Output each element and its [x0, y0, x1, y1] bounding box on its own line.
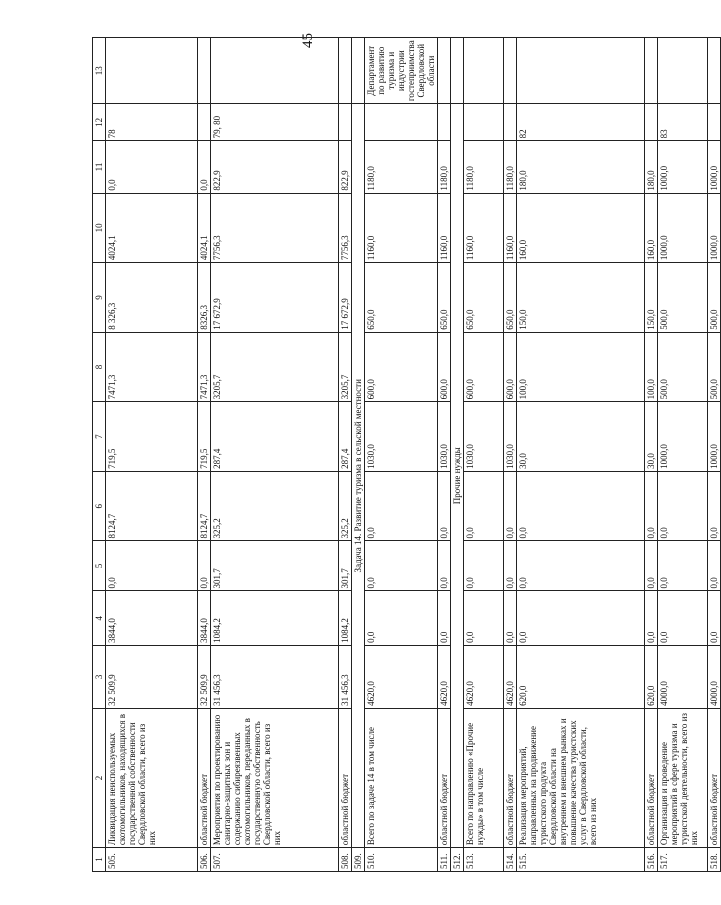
value-cell: 0,0 [198, 141, 211, 193]
value-cell: 7471,3 [106, 332, 198, 402]
value-cell: 600,0 [365, 332, 438, 402]
table-row [504, 38, 517, 872]
rotated-table-wrapper [92, 37, 719, 872]
value-cell: 7471,3 [198, 332, 211, 402]
value-cell [339, 104, 352, 141]
table-row [365, 38, 438, 872]
value-cell: 78 [106, 104, 198, 141]
column-header: 12 [93, 104, 106, 141]
value-cell: 1180,0 [504, 141, 517, 193]
value-cell: 30,0 [645, 402, 658, 472]
value-cell: 287,4 [211, 402, 339, 472]
value-cell: 31 456,3 [211, 645, 339, 708]
value-cell: 100,0 [517, 332, 645, 402]
value-cell: 0,0 [658, 591, 708, 645]
value-cell: 0,0 [658, 471, 708, 541]
value-cell: 650,0 [504, 263, 517, 333]
row-number: 513. [464, 848, 504, 872]
row-number: 517. [658, 848, 708, 872]
value-cell: 17 672,9 [211, 263, 339, 333]
row-label: областной бюджет [708, 708, 721, 847]
value-cell: 7756,3 [339, 193, 352, 263]
responsible-cell [339, 38, 352, 104]
value-cell: 4620,0 [365, 645, 438, 708]
row-number: 518. [708, 848, 721, 872]
value-cell: 8124,7 [106, 471, 198, 541]
value-cell: 0,0 [645, 471, 658, 541]
row-label: областной бюджет [438, 708, 451, 847]
column-header: 3 [93, 645, 106, 708]
responsible-cell [438, 38, 451, 104]
value-cell: 8124,7 [198, 471, 211, 541]
value-cell: 0,0 [106, 141, 198, 193]
table-row [438, 38, 451, 872]
value-cell: 600,0 [438, 332, 451, 402]
page-number-text: 45 [300, 33, 316, 48]
table-body [106, 38, 721, 872]
column-header: 1 [93, 848, 106, 872]
responsible-cell [464, 38, 504, 104]
empty-cell [352, 38, 365, 104]
value-cell: 1030,0 [464, 402, 504, 472]
value-cell: 7756,3 [211, 193, 339, 263]
row-label: Организация и проведение мероприятий в сфере туризма и туристской деятельности, всего из них [658, 708, 708, 847]
column-header: 5 [93, 541, 106, 591]
value-cell: 1000,0 [658, 402, 708, 472]
table-row [464, 38, 504, 872]
value-cell: 650,0 [438, 263, 451, 333]
value-cell: 83 [658, 104, 708, 141]
row-label: Всего по задаче 14 в том числе [365, 708, 438, 847]
value-cell: 32 509,9 [106, 645, 198, 708]
responsible-cell [517, 38, 645, 104]
table-row [198, 38, 211, 872]
value-cell [504, 104, 517, 141]
value-cell: 1000,0 [708, 402, 721, 472]
value-cell: 1180,0 [365, 141, 438, 193]
value-cell: 301,7 [339, 541, 352, 591]
row-label: областной бюджет [504, 708, 517, 847]
value-cell: 1160,0 [365, 193, 438, 263]
responsible-cell [645, 38, 658, 104]
table-row [106, 38, 198, 872]
column-header: 7 [93, 402, 106, 472]
value-cell: 30,0 [517, 402, 645, 472]
column-header: 4 [93, 591, 106, 645]
value-cell: 600,0 [464, 332, 504, 402]
value-cell: 0,0 [645, 591, 658, 645]
row-number: 514. [504, 848, 517, 872]
value-cell: 0,0 [198, 541, 211, 591]
row-number: 515. [517, 848, 645, 872]
empty-cell [451, 38, 464, 104]
responsible-cell [211, 38, 339, 104]
value-cell: 0,0 [517, 541, 645, 591]
value-cell: 4024,1 [198, 193, 211, 263]
value-cell: 0,0 [365, 541, 438, 591]
value-cell: 3844,0 [106, 591, 198, 645]
value-cell: 1160,0 [438, 193, 451, 263]
value-cell: 1180,0 [464, 141, 504, 193]
value-cell: 0,0 [365, 471, 438, 541]
value-cell: 500,0 [708, 263, 721, 333]
section-heading: Прочие нужды [451, 104, 464, 848]
value-cell: 0,0 [438, 591, 451, 645]
value-cell: 620,0 [517, 645, 645, 708]
row-number: 516. [645, 848, 658, 872]
value-cell [365, 104, 438, 141]
column-header: 9 [93, 263, 106, 333]
value-cell: 301,7 [211, 541, 339, 591]
responsible-cell [106, 38, 198, 104]
value-cell: 0,0 [517, 471, 645, 541]
value-cell: 0,0 [708, 591, 721, 645]
table-row [352, 38, 365, 872]
value-cell: 1030,0 [365, 402, 438, 472]
value-cell [464, 104, 504, 141]
value-cell: 4620,0 [464, 645, 504, 708]
section-heading: Задача 14. Развитие туризма в сельской местности [352, 104, 365, 848]
value-cell: 8 326,3 [106, 263, 198, 333]
value-cell: 1160,0 [504, 193, 517, 263]
value-cell: 0,0 [106, 541, 198, 591]
value-cell: 180,0 [645, 141, 658, 193]
value-cell: 1030,0 [438, 402, 451, 472]
row-number: 510. [365, 848, 438, 872]
value-cell: 0,0 [438, 541, 451, 591]
value-cell: 150,0 [517, 263, 645, 333]
row-label: Реализация мероприятий, направленных на продвижение туристского продукта Свердловской области на внутреннем и внешнем рынках и повышение качества туристских услуг в Свердловской области, всего из них [517, 708, 645, 847]
value-cell: 1030,0 [504, 402, 517, 472]
row-label: Всего по направлению «Прочие нужды» в том числе [464, 708, 504, 847]
column-header: 8 [93, 332, 106, 402]
value-cell: 600,0 [504, 332, 517, 402]
column-header: 10 [93, 193, 106, 263]
value-cell: 822,9 [211, 141, 339, 193]
value-cell: 160,0 [517, 193, 645, 263]
value-cell: 325,2 [339, 471, 352, 541]
column-header: 11 [93, 141, 106, 193]
value-cell: 3844,0 [198, 591, 211, 645]
value-cell: 0,0 [517, 591, 645, 645]
row-label: Ликвидация неиспользуемых скотомогильников, находящихся в государственной собственности Свердловской области, всего из них [106, 708, 198, 847]
value-cell: 32 509,9 [198, 645, 211, 708]
value-cell: 180,0 [517, 141, 645, 193]
row-label: областной бюджет [198, 708, 211, 847]
value-cell: 3205,7 [211, 332, 339, 402]
value-cell: 822,9 [339, 141, 352, 193]
table-row [451, 38, 464, 872]
value-cell: 31 456,3 [339, 645, 352, 708]
column-header: 6 [93, 471, 106, 541]
value-cell: 287,4 [339, 402, 352, 472]
table-row [211, 38, 339, 872]
value-cell: 650,0 [365, 263, 438, 333]
row-number: 511. [438, 848, 451, 872]
value-cell: 0,0 [504, 591, 517, 645]
responsible-cell [504, 38, 517, 104]
value-cell: 0,0 [645, 541, 658, 591]
row-number: 508. [339, 848, 352, 872]
value-cell: 0,0 [438, 471, 451, 541]
header-row [93, 38, 106, 872]
value-cell: 4000,0 [658, 645, 708, 708]
value-cell: 4000,0 [708, 645, 721, 708]
responsible-cell [198, 38, 211, 104]
value-cell: 160,0 [645, 193, 658, 263]
value-cell: 0,0 [708, 541, 721, 591]
value-cell: 0,0 [504, 471, 517, 541]
value-cell: 1180,0 [438, 141, 451, 193]
value-cell [645, 104, 658, 141]
value-cell: 1000,0 [708, 193, 721, 263]
value-cell: 719,5 [198, 402, 211, 472]
value-cell: 500,0 [708, 332, 721, 402]
value-cell: 0,0 [365, 591, 438, 645]
column-header: 2 [93, 708, 106, 847]
value-cell: 1160,0 [464, 193, 504, 263]
column-header: 13 [93, 38, 106, 104]
row-number: 509. [352, 848, 365, 872]
value-cell: 1084,2 [211, 591, 339, 645]
value-cell: 17 672,9 [339, 263, 352, 333]
value-cell: 0,0 [504, 541, 517, 591]
row-label: областной бюджет [339, 708, 352, 847]
table-row [645, 38, 658, 872]
row-number: 512. [451, 848, 464, 872]
value-cell: 500,0 [658, 332, 708, 402]
value-cell: 100,0 [645, 332, 658, 402]
budget-table [92, 37, 721, 872]
value-cell: 4024,1 [106, 193, 198, 263]
value-cell: 79, 80 [211, 104, 339, 141]
row-label: Мероприятия по проектированию санитарно-защитных зон и содержанию сибиреязвенных скотомогильников, переданных в государственную собственность Свердловской области, всего из них [211, 708, 339, 847]
value-cell: 620,0 [645, 645, 658, 708]
value-cell: 8326,3 [198, 263, 211, 333]
value-cell [438, 104, 451, 141]
responsible-cell [708, 38, 721, 104]
table-row [339, 38, 352, 872]
value-cell: 325,2 [211, 471, 339, 541]
table-row [517, 38, 645, 872]
value-cell: 650,0 [464, 263, 504, 333]
value-cell [198, 104, 211, 141]
value-cell: 82 [517, 104, 645, 141]
row-label: областной бюджет [645, 708, 658, 847]
value-cell: 500,0 [658, 263, 708, 333]
value-cell: 719,5 [106, 402, 198, 472]
responsible-cell: Департамент по развитию туризма и индустрии гостеприимства Свердловской области [365, 38, 438, 104]
value-cell: 0,0 [464, 591, 504, 645]
value-cell [708, 104, 721, 141]
value-cell: 4620,0 [438, 645, 451, 708]
value-cell: 3205,7 [339, 332, 352, 402]
value-cell: 0,0 [464, 471, 504, 541]
row-number: 507. [211, 848, 339, 872]
row-number: 506. [198, 848, 211, 872]
value-cell: 1000,0 [658, 141, 708, 193]
value-cell: 0,0 [658, 541, 708, 591]
value-cell: 1000,0 [708, 141, 721, 193]
value-cell: 1000,0 [658, 193, 708, 263]
value-cell: 4620,0 [504, 645, 517, 708]
value-cell: 150,0 [645, 263, 658, 333]
value-cell: 0,0 [464, 541, 504, 591]
table-row [658, 38, 708, 872]
value-cell: 0,0 [708, 471, 721, 541]
row-number: 505. [106, 848, 198, 872]
responsible-cell [658, 38, 708, 104]
table-row [708, 38, 721, 872]
value-cell: 1084,2 [339, 591, 352, 645]
